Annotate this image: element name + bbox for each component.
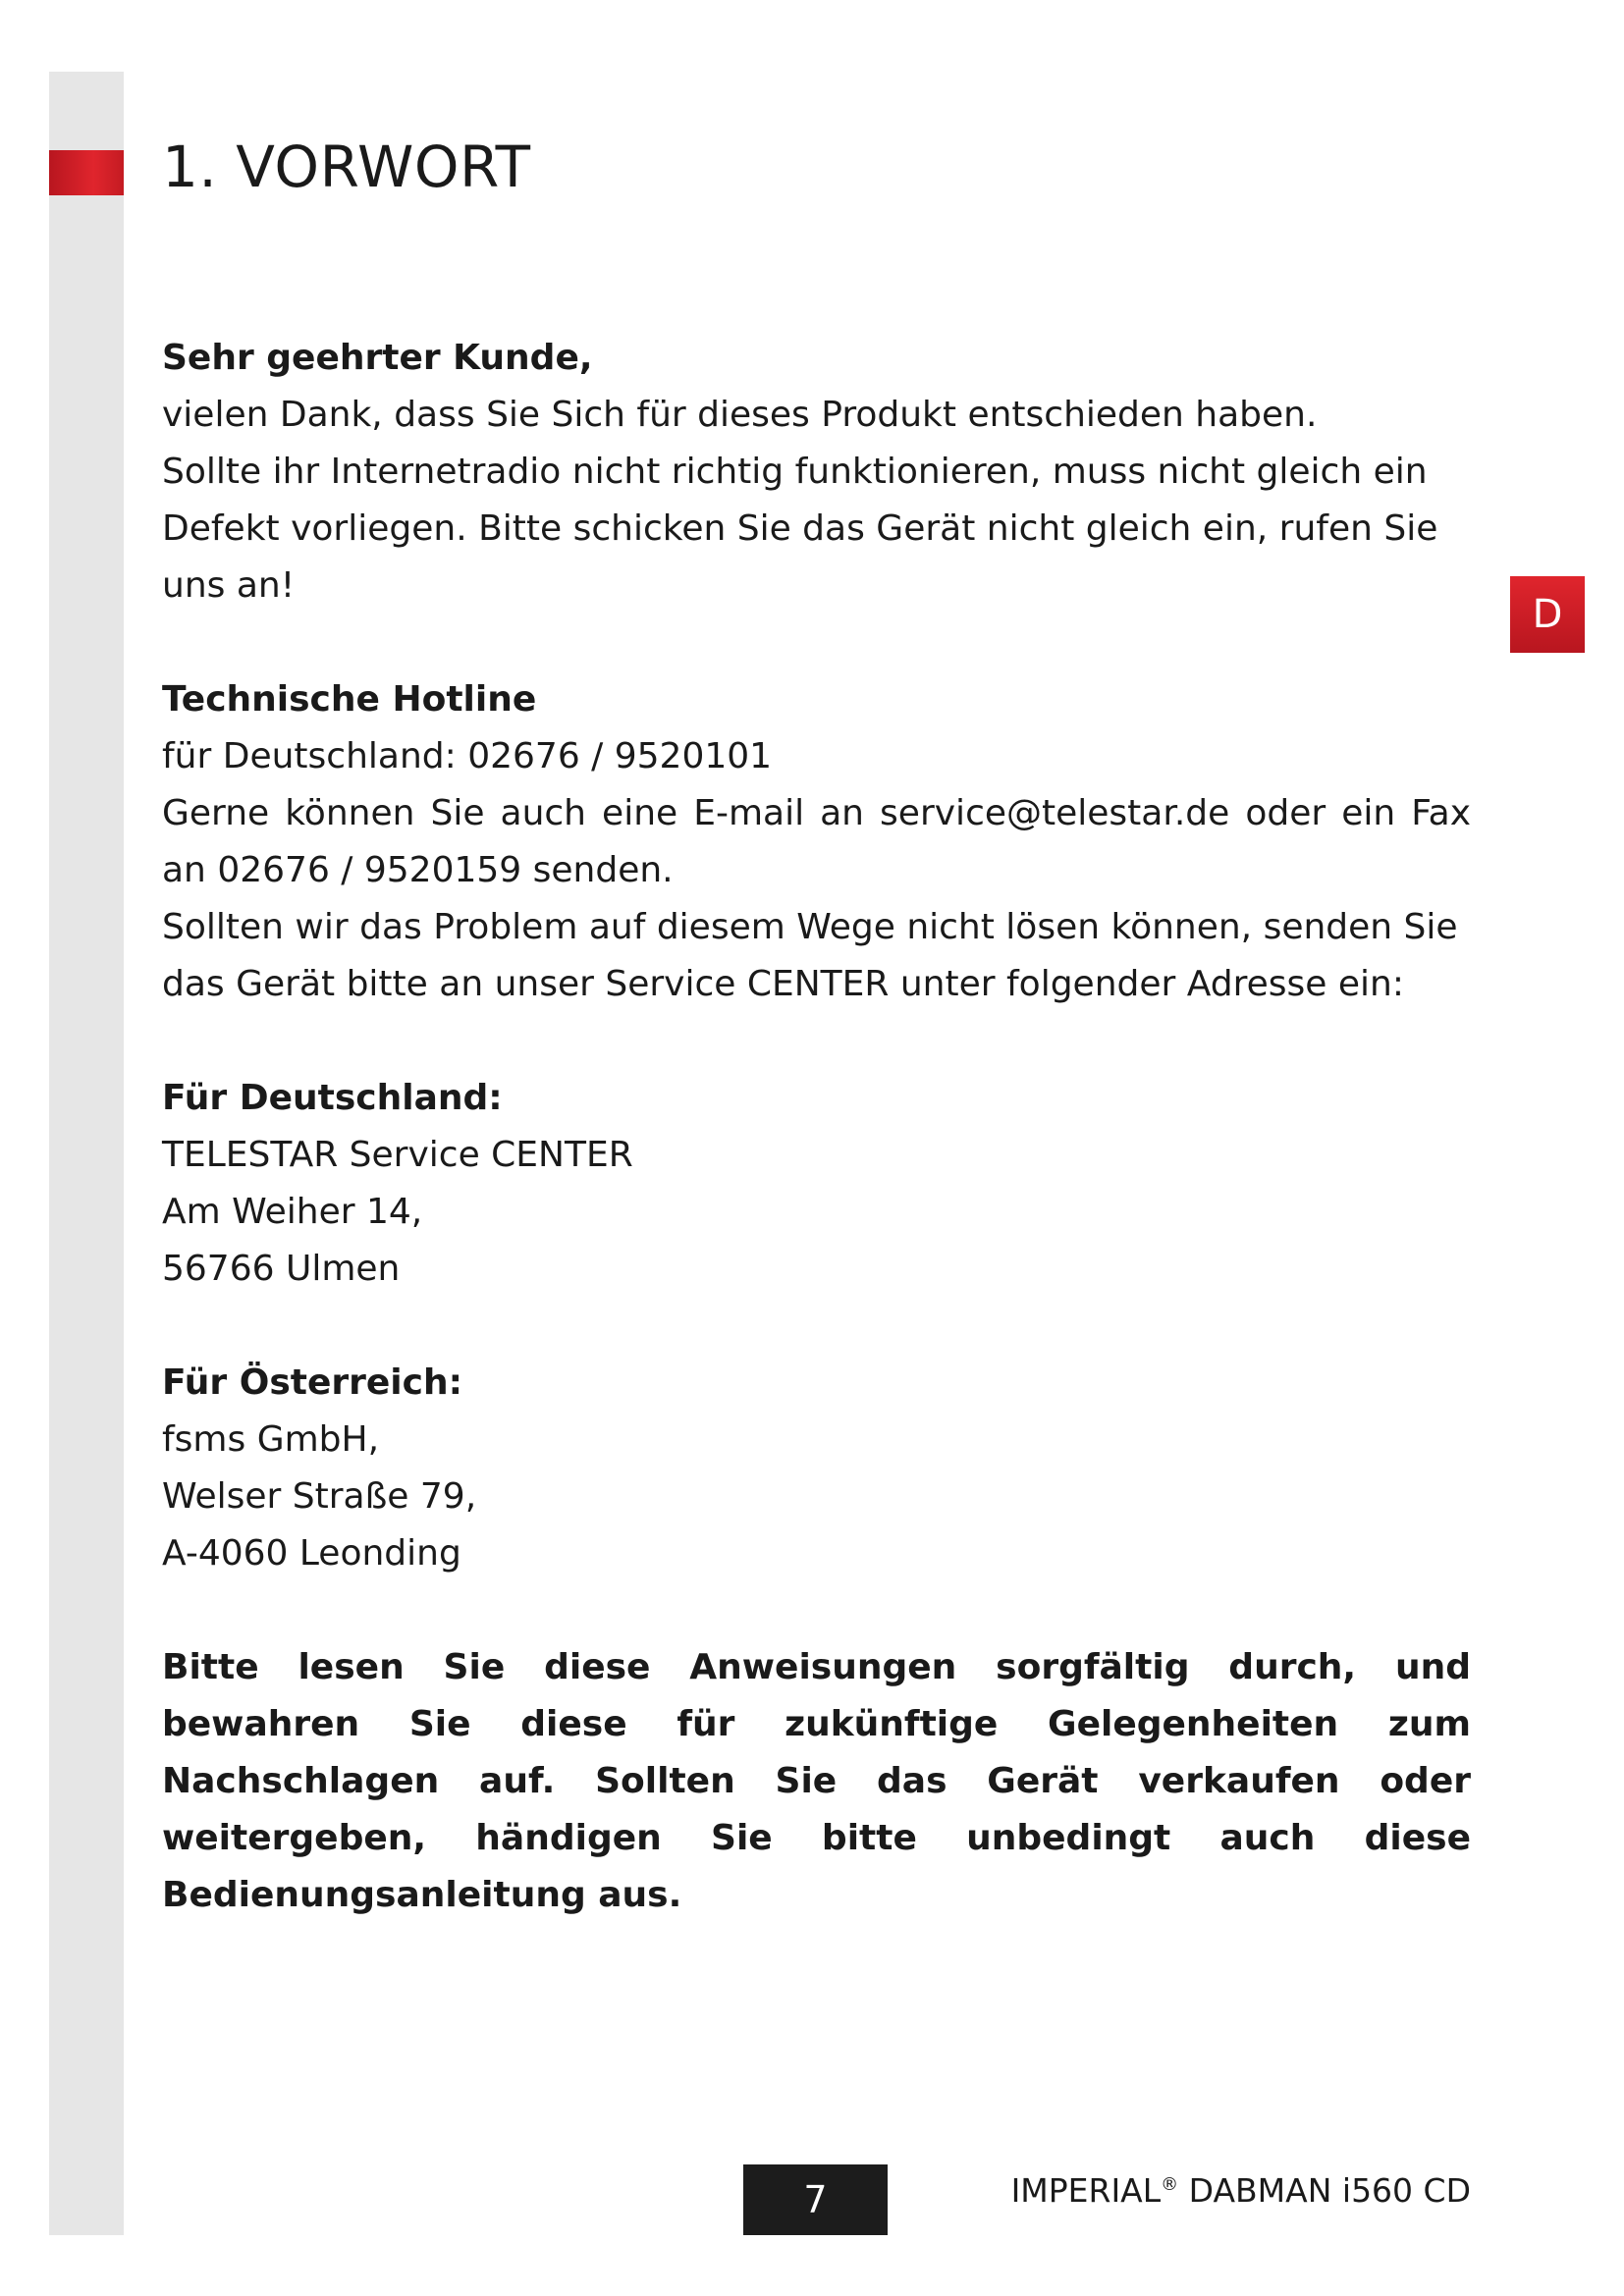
hotline-phone: für Deutschland: 02676 / 9520101 [162,736,773,776]
address-de-line: TELESTAR Service CENTER [162,1135,633,1175]
product-name [1011,2171,1471,2210]
page-title: 1. VORWORT [162,133,531,200]
side-bar [49,72,124,2235]
address-at-line: fsms GmbH, [162,1419,380,1460]
address-at-heading: Für Österreich: [162,1362,462,1403]
registered-mark: ® [1161,2174,1179,2195]
address-de-line: 56766 Ulmen [162,1249,401,1289]
language-tab: D [1510,576,1585,653]
brand-name: IMPERIAL [1010,2171,1162,2210]
intro-thanks: vielen Dank, dass Sie Sich für dieses Produkt entschieden haben. [162,395,1318,435]
address-at-line: A-4060 Leonding [162,1533,461,1574]
hotline-heading: Technische Hotline [162,679,537,720]
heading-marker [49,150,124,195]
page-number: 7 [743,2164,888,2235]
hotline-contact: Gerne können Sie auch eine E-mail an service@telestar.de oder ein Fax an 02676 / 9520159 senden. [162,793,1471,890]
page-content [162,330,1471,1924]
greeting: Sehr geehrter Kunde, [162,338,593,378]
address-de-line: Am Weiher 14, [162,1192,423,1232]
address-de-heading: Für Deutschland: [162,1078,503,1118]
address-at-line: Welser Straße 79, [162,1476,477,1517]
hotline-service-note: Sollten wir das Problem auf diesem Wege nicht lösen können, senden Sie das Gerät bitte an unser Service CENTER unter folgender Adresse ein: [162,907,1458,1004]
intro-defect-note: Sollte ihr Internetradio nicht richtig funktionieren, muss nicht gleich ein Defekt vorliegen. Bitte schicken Sie das Gerät nicht gleich ein, rufen Sie uns an! [162,452,1438,606]
model-name: DABMAN i560 CD [1178,2171,1471,2210]
notice-paragraph: Bitte lesen Sie diese Anweisungen sorgfältig durch, und bewahren Sie diese für zukünftige Gelegenheiten zum Nachschlagen auf. Sollten Sie das Gerät verkaufen oder weitergeben, händigen Sie bitte unbedingt auch diese Bedienungsanleitung aus. [162,1647,1471,1915]
